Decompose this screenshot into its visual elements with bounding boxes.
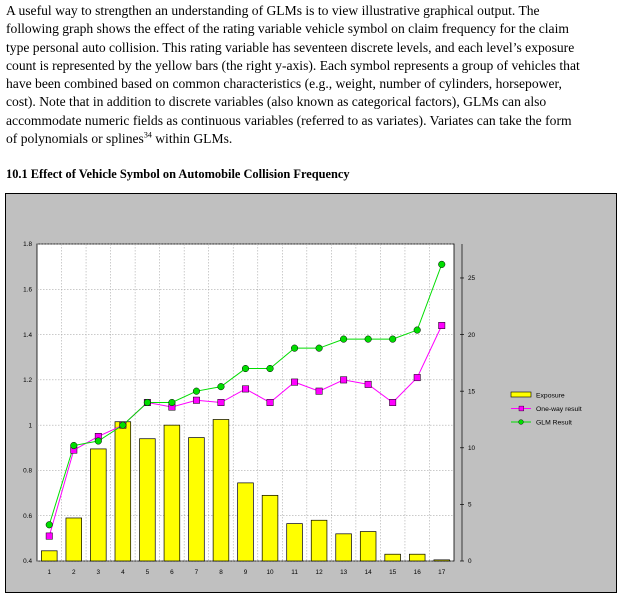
exposure-bar bbox=[360, 532, 376, 561]
exposure-bar bbox=[189, 438, 205, 561]
x-axis-tick-label: 11 bbox=[291, 569, 298, 576]
legend-label: Exposure bbox=[536, 392, 565, 400]
paragraph-line: cost). Note that in addition to discrete variables (also known as categorical factors), GLMs can also bbox=[6, 94, 547, 110]
paragraph-text: within GLMs. bbox=[151, 131, 233, 147]
x-axis-tick-label: 2 bbox=[72, 569, 76, 576]
x-axis-tick-label: 4 bbox=[121, 569, 125, 576]
x-axis-tick-label: 1 bbox=[47, 569, 52, 576]
exposure-bar bbox=[164, 425, 180, 561]
x-axis-tick-label: 7 bbox=[194, 569, 199, 576]
exposure-bar bbox=[311, 520, 327, 561]
one-way-result-marker bbox=[389, 399, 395, 405]
body-paragraph bbox=[6, 2, 618, 148]
one-way-result-marker bbox=[316, 388, 322, 394]
left-axis-tick-label: 0.8 bbox=[23, 467, 32, 475]
glm-result-marker bbox=[340, 336, 347, 343]
x-axis-tick-label: 5 bbox=[145, 569, 150, 576]
exposure-bar bbox=[336, 534, 352, 561]
glm-result-marker bbox=[169, 399, 176, 406]
exposure-bar bbox=[213, 419, 229, 561]
right-axis-tick-label: 15 bbox=[468, 388, 476, 396]
glm-result-marker bbox=[414, 327, 421, 334]
left-axis-tick-label: 0.4 bbox=[23, 558, 32, 566]
left-axis-tick-label: 1.8 bbox=[23, 241, 32, 249]
exposure-bar bbox=[385, 554, 401, 561]
one-way-result-marker bbox=[291, 379, 297, 385]
legend-label: GLM Result bbox=[536, 419, 572, 427]
exposure-bar bbox=[66, 518, 82, 561]
one-way-result-marker bbox=[193, 397, 199, 403]
glm-result-marker bbox=[389, 336, 396, 343]
glm-result-marker bbox=[193, 388, 200, 395]
one-way-result-marker bbox=[242, 386, 248, 392]
legend-label: One-way result bbox=[536, 405, 582, 413]
paragraph-line: have been combined based on common characteristics (e.g., weight, number of cylinders, horsepower, bbox=[6, 76, 562, 92]
glm-result-marker bbox=[291, 345, 298, 352]
exposure-bar bbox=[41, 551, 57, 561]
x-axis-tick-label: 15 bbox=[389, 569, 397, 576]
exposure-bar bbox=[409, 554, 425, 561]
x-axis-tick-label: 12 bbox=[315, 569, 323, 576]
glm-result-marker bbox=[95, 438, 102, 445]
x-axis-tick-label: 6 bbox=[170, 569, 174, 576]
exposure-bar bbox=[140, 439, 156, 561]
x-axis-tick-label: 10 bbox=[266, 569, 274, 576]
paragraph-line: A useful way to strengthen an understanding of GLMs is to view illustrative graphical output. The bbox=[6, 3, 540, 18]
x-axis-tick-label: 13 bbox=[340, 569, 348, 576]
legend-swatch-one-way-marker bbox=[519, 406, 524, 411]
exposure-bar bbox=[262, 495, 278, 561]
x-axis-tick-label: 14 bbox=[364, 569, 372, 576]
x-axis-tick-label: 16 bbox=[413, 569, 421, 576]
paragraph-line: count is represented by the yellow bars (the right y-axis). Each symbol represents a group of vehicles that bbox=[6, 57, 580, 73]
left-axis-tick-label: 0.6 bbox=[23, 512, 32, 520]
glm-result-marker bbox=[46, 521, 53, 528]
glm-result-marker bbox=[365, 336, 372, 343]
x-axis-tick-label: 17 bbox=[438, 569, 446, 576]
glm-result-marker bbox=[316, 345, 323, 352]
left-axis-tick-label: 1 bbox=[28, 422, 32, 430]
right-axis-tick-label: 5 bbox=[468, 501, 472, 509]
glm-result-marker bbox=[218, 383, 225, 390]
legend-swatch-exposure bbox=[511, 392, 531, 397]
one-way-result-marker bbox=[439, 322, 445, 328]
left-axis-tick-label: 1.6 bbox=[23, 286, 32, 294]
paragraph-line: following graph shows the effect of the rating variable vehicle symbol on claim frequency for the claim bbox=[6, 21, 569, 37]
exposure-bar bbox=[434, 560, 450, 561]
glm-result-marker bbox=[70, 442, 77, 449]
footnote-marker[interactable]: 34 bbox=[143, 130, 152, 140]
x-axis-tick-label: 8 bbox=[219, 569, 223, 576]
one-way-result-marker bbox=[218, 399, 224, 405]
legend-swatch-glm-marker bbox=[519, 420, 524, 425]
chart-svg bbox=[6, 194, 616, 592]
exposure-bar bbox=[90, 449, 106, 561]
left-axis-tick-label: 1.2 bbox=[23, 377, 32, 385]
x-axis-tick-label: 3 bbox=[96, 569, 101, 576]
x-axis-tick-label: 9 bbox=[243, 569, 248, 576]
right-axis-tick-label: 25 bbox=[468, 275, 476, 283]
right-axis-tick-label: 20 bbox=[468, 331, 476, 339]
exposure-bar bbox=[238, 483, 254, 561]
figure-heading: 10.1 Effect of Vehicle Symbol on Automobile Collision Frequency bbox=[6, 167, 350, 181]
exposure-bar bbox=[287, 524, 303, 561]
one-way-result-marker bbox=[414, 374, 420, 380]
one-way-result-marker bbox=[340, 377, 346, 383]
exposure-bar bbox=[115, 422, 131, 561]
right-axis-tick-label: 10 bbox=[468, 444, 476, 452]
paragraph-text: of polynomials or splines bbox=[6, 131, 144, 147]
glm-result-marker bbox=[267, 365, 274, 372]
paragraph-line bbox=[6, 130, 618, 148]
glm-result-marker bbox=[144, 399, 151, 406]
paragraph-line: type personal auto collision. This rating variable has seventeen discrete levels, and each level’s exposure bbox=[6, 39, 575, 55]
glm-result-marker bbox=[242, 365, 249, 372]
chart-figure bbox=[5, 193, 617, 593]
one-way-result-marker bbox=[46, 533, 52, 539]
left-axis-tick-label: 1.4 bbox=[23, 331, 32, 339]
right-axis-tick-label: 0 bbox=[468, 558, 472, 566]
glm-result-marker bbox=[438, 261, 445, 268]
paragraph-line: accommodate numeric fields as continuous variables (referred to as variates). Variates can take the form bbox=[6, 112, 572, 128]
one-way-result-marker bbox=[267, 399, 273, 405]
glm-result-marker bbox=[120, 422, 127, 429]
one-way-result-marker bbox=[365, 381, 371, 387]
